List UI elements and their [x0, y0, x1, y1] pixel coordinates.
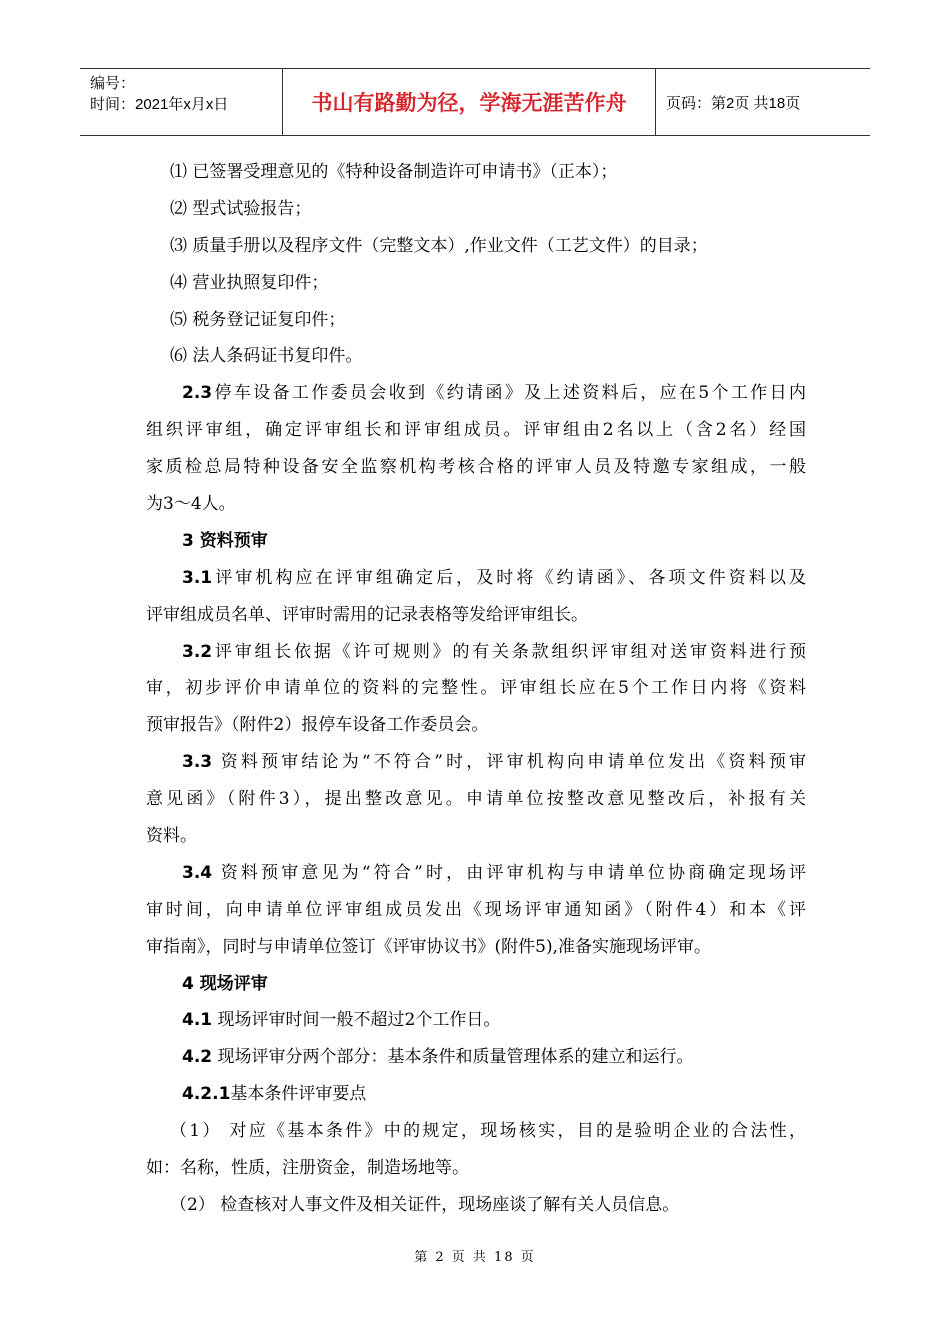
document-body — [146, 154, 806, 1224]
header-motto: 书山有路勤为径，学海无涯苦作舟 — [283, 69, 656, 135]
paragraph-2-3 — [146, 375, 806, 523]
section-heading: 4 现场评审 — [182, 973, 268, 994]
paragraph-text: 资料预审结论为“不符合”时，评审机构向申请单位发出《资料预审 — [212, 752, 806, 773]
paragraph-text: 组织评审组，确定评审组长和评审组成员。评审组由2名以上（含2名）经国 — [146, 420, 806, 441]
paragraph-3-4 — [146, 855, 806, 966]
list-item: ⑹ 法人条码证书复印件。 — [170, 346, 363, 367]
list-item: ⑴ 已签署受理意见的《特种设备制造许可申请书》（正本）； — [170, 162, 618, 182]
paragraph-4-1 — [146, 1002, 806, 1039]
paragraph-text: 评审组成员名单、评审时需用的记录表格等发给评审组长。 — [146, 604, 588, 625]
paragraph-text: 意见函》（附件3），提出整改意见。申请单位按整改意见整改后，补报有关 — [146, 789, 806, 810]
paragraph-3-2 — [146, 634, 806, 745]
paragraph-text: 为3～4人。 — [146, 494, 236, 515]
paragraph-text: 现场评审分两个部分：基本条件和质量管理体系的建立和运行。 — [212, 1047, 694, 1068]
section-number: 4.2.1 — [182, 1084, 231, 1105]
paragraph-text: （1） 对应《基本条件》中的规定，现场核实，目的是验明企业的合法性， — [170, 1121, 806, 1142]
page-header — [80, 68, 870, 136]
section-heading: 3 资料预审 — [182, 530, 268, 551]
paragraph-text: 资料。 — [146, 826, 197, 847]
header-meta — [80, 69, 283, 135]
list-item: ⑸ 税务登记证复印件； — [170, 309, 346, 330]
list-item: ⑶ 质量手册以及程序文件（完整文本）,作业文件（工艺文件）的目录； — [170, 235, 708, 256]
number-label: 编号： — [90, 75, 136, 92]
section-number: 3.2 — [182, 641, 213, 662]
paragraph-text: 评审组长依据《许可规则》的有关条款组织评审组对送审资料进行预 — [212, 641, 806, 662]
paragraph-4-2 — [146, 1039, 806, 1076]
section-number: 4.2 — [182, 1047, 213, 1068]
section-number: 2.3 — [182, 383, 213, 404]
section-number: 4.1 — [182, 1010, 213, 1031]
section-number: 3.1 — [182, 567, 213, 588]
header-page-info: 页码：第2页 共18页 — [666, 94, 801, 112]
page-footer: 第 2 页 共 18 页 — [414, 1250, 536, 1265]
section-number: 3.4 — [182, 862, 213, 883]
paragraph-text: 如：名称，性质，注册资金，制造场地等。 — [146, 1158, 469, 1179]
paragraph-text: 评审机构应在评审组确定后，及时将《约请函》、各项文件资料以及 — [212, 567, 806, 588]
sub-item-1 — [146, 1113, 806, 1187]
paragraph-text: 资料预审意见为“符合”时，由评审机构与申请单位协商确定现场评 — [212, 862, 806, 883]
sub-item-2: （2） 检查核对人事文件及相关证件，现场座谈了解有关人员信息。 — [170, 1194, 680, 1215]
list-item: ⑷ 营业执照复印件； — [170, 272, 329, 293]
paragraph-text: 家质检总局特种设备安全监察机构考核合格的评审人员及特邀专家组成，一般 — [146, 457, 806, 478]
paragraph-text: 基本条件评审要点 — [230, 1084, 367, 1105]
paragraph-text: 预审报告》（附件2）报停车设备工作委员会。 — [146, 715, 489, 736]
section-number: 3.3 — [182, 752, 213, 773]
paragraph-3-1 — [146, 560, 806, 634]
time-label: 时间：2021年x月x日 — [90, 96, 229, 113]
paragraph-text: 停车设备工作委员会收到《约请函》及上述资料后，应在5个工作日内 — [212, 383, 806, 404]
paragraph-text: 审指南》，同时与申请单位签订《评审协议书》(附件5),准备实施现场评审。 — [146, 936, 711, 957]
paragraph-4-2-1 — [146, 1076, 806, 1113]
list-item: ⑵ 型式试验报告； — [170, 198, 312, 219]
paragraph-text: 审时间，向申请单位评审组成员发出《现场评审通知函》（附件4）和本《评 — [146, 899, 806, 920]
paragraph-text: 审，初步评价申请单位的资料的完整性。评审组长应在5个工作日内将《资料 — [146, 678, 806, 699]
paragraph-text: 现场评审时间一般不超过2个工作日。 — [212, 1010, 501, 1031]
paragraph-3-3 — [146, 744, 806, 855]
